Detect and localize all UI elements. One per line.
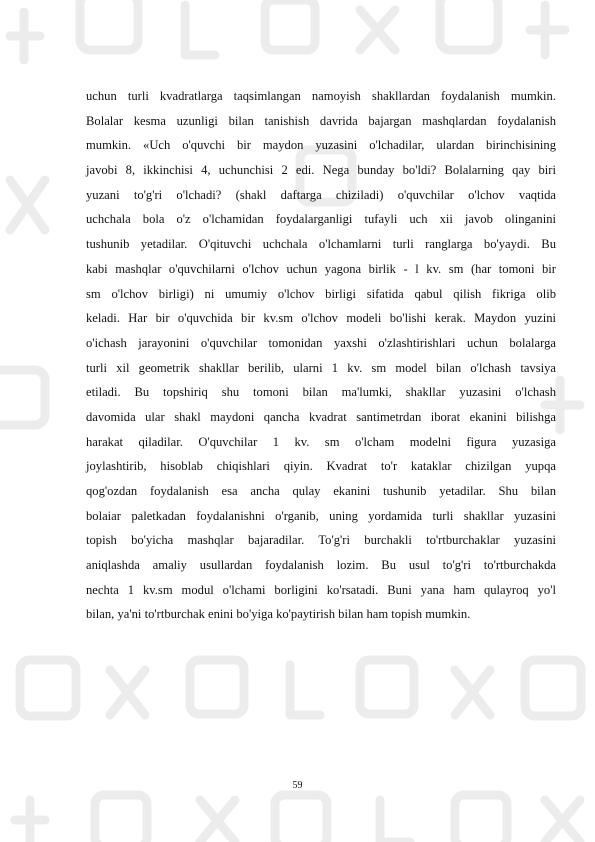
text-line: sm o'lchov birligi) ni umumiy o'lchov birligi sifatida qabul qilish fikriga olib <box>86 286 556 301</box>
text-line: qog'ozdan foydalanish esa ancha qulay ekanini tushunib yetadilar. Shu bilan <box>86 484 556 498</box>
text-line: uchchala bola o'z o'lchamidan foydalarganligi tufayli uch xii javob olinganini <box>86 212 556 227</box>
text-line: topish bo'yicha mashqlar bajaradilar. To'g'ri burchakli to'rtburchaklar yuzasini <box>86 533 556 548</box>
text-line: harakat qiladilar. O'quvchilar 1 kv. sm o'lcham modelni figura yuzasiga <box>86 434 556 449</box>
page-number: 59 <box>292 780 303 791</box>
text-line: keladi. Har bir o'quvchida bir kv.sm o'lchov modeli bo'lishi kerak. Maydon yuzini <box>86 311 556 326</box>
text-line: javobi 8, ikkinchisi 4, uchunchisi 2 edi. Nega bunday bo'ldi? Bolalarning qay biri <box>86 163 556 178</box>
text-line: Bolalar kesma uzunligi bilan tanishish davrida bajargan mashqlardan foydalanish <box>86 113 556 128</box>
text-line: bilan, ya'ni to'rtburchak enini bo'yiga ko'paytirish bilan ham topish mumkin. <box>86 607 471 622</box>
text-line: aniqlashda amaliy usullardan foydalanish lozim. Bu usul to'g'ri to'rtburchakda <box>86 558 556 573</box>
text-line: o'ichash jarayonini o'quvchilar tomonidan yaxshi o'zlashtirishlari uchun bolalarga <box>86 335 556 350</box>
text-line: joylashtirib, hisoblab chiqishlari qiyin. Kvadrat to'r kataklar chizilgan yupqa <box>86 459 556 474</box>
text-line: mumkin. «Uch o'quvchi bir maydon yuzasini o'lchadilar, ulardan birinchisining <box>86 138 556 153</box>
text-line: nechta 1 kv.sm modul o'lchami borligini ko'rsatadi. Buni yana ham qulayroq yo'l <box>86 582 556 597</box>
body-text <box>86 84 556 627</box>
text-line: bolaiar paletkadan foydalanishni o'rganib, uning yordamida turli shakllar yuzasini <box>86 508 556 523</box>
text-line: kabi mashqlar o'quvchilarni o'lchov uchun yagona birlik - l kv. sm (har tomoni bir <box>86 261 556 276</box>
text-line: yuzani to'g'ri o'lchadi? (shakl daftarga chiziladi) o'quvchilar o'lchov vaqtida <box>86 187 556 202</box>
text-line: davomida ular shakl maydoni qancha kvadrat santimetrdan iborat ekanini bilishga <box>86 409 556 424</box>
text-line: tushunib yetadilar. O'qituvchi uchchala o'lchamlarni turli ranglarga bo'yaydi. Bu <box>86 237 556 252</box>
text-line: uchun turli kvadratlarga taqsimlangan namoyish shakllardan foydalanish mumkin. <box>86 89 556 103</box>
text-line: turli xil geometrik shakllar berilib, ularni 1 kv. sm model bilan o'lchash tavsiya <box>86 360 556 375</box>
text-line: etiladi. Bu topshiriq shu tomoni bilan ma'lumki, shakllar yuzasini o'lchash <box>86 385 556 400</box>
